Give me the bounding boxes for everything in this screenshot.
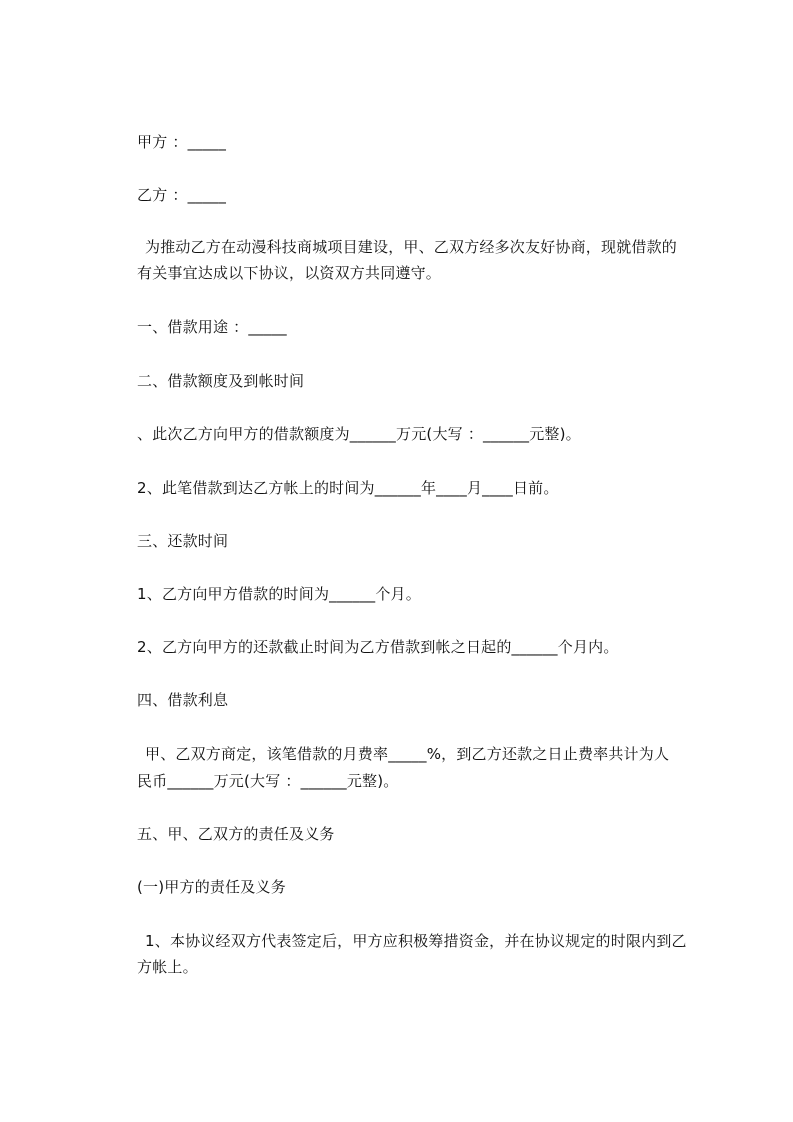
section-4-text-line-2: 民币______万元(大写 ：______元整)。 (137, 772, 399, 790)
party-b-line: 乙方 ：_____ (137, 186, 227, 204)
section-2-item-1: 、此次乙方向甲方的借款额度为______万元(大写 ：______元整)。 (137, 425, 581, 443)
preamble-line-2: 有关事宜达成以下协议，以资双方共同遵守。 (137, 264, 442, 282)
section-5-item-1-line-1: 1、本协议经双方代表签定后，甲方应积极筹措资金，并在协议规定的时限内到乙 (145, 932, 687, 950)
section-4-text-line-1: 甲、乙双方商定，该笔借款的月费率_____%，到乙方还款之日止费率共计为人 (145, 745, 670, 763)
section-5-heading: 五、甲、乙双方的责任及义务 (137, 825, 335, 843)
section-3-item-1: 1、乙方向甲方借款的时间为______个月。 (137, 585, 421, 603)
section-2-heading: 二、借款额度及到帐时间 (137, 372, 305, 390)
section-5-item-1-line-2: 方帐上。 (137, 958, 198, 976)
section-3-item-2: 2、乙方向甲方的还款截止时间为乙方借款到帐之日起的______个月内。 (137, 638, 619, 656)
section-3-heading: 三、还款时间 (137, 532, 229, 550)
section-1-heading: 一、借款用途 ：_____ (137, 318, 287, 336)
section-4-heading: 四、借款利息 (137, 691, 229, 709)
preamble-line-1: 为推动乙方在动漫科技商城项目建设，甲、乙双方经多次友好协商，现就借款的 (145, 238, 678, 256)
section-5-subheading-1: (一)甲方的责任及义务 (137, 878, 286, 896)
party-a-line: 甲方 ：_____ (137, 133, 227, 151)
section-2-item-2: 2、此笔借款到达乙方帐上的时间为______年____月____日前。 (137, 479, 559, 497)
